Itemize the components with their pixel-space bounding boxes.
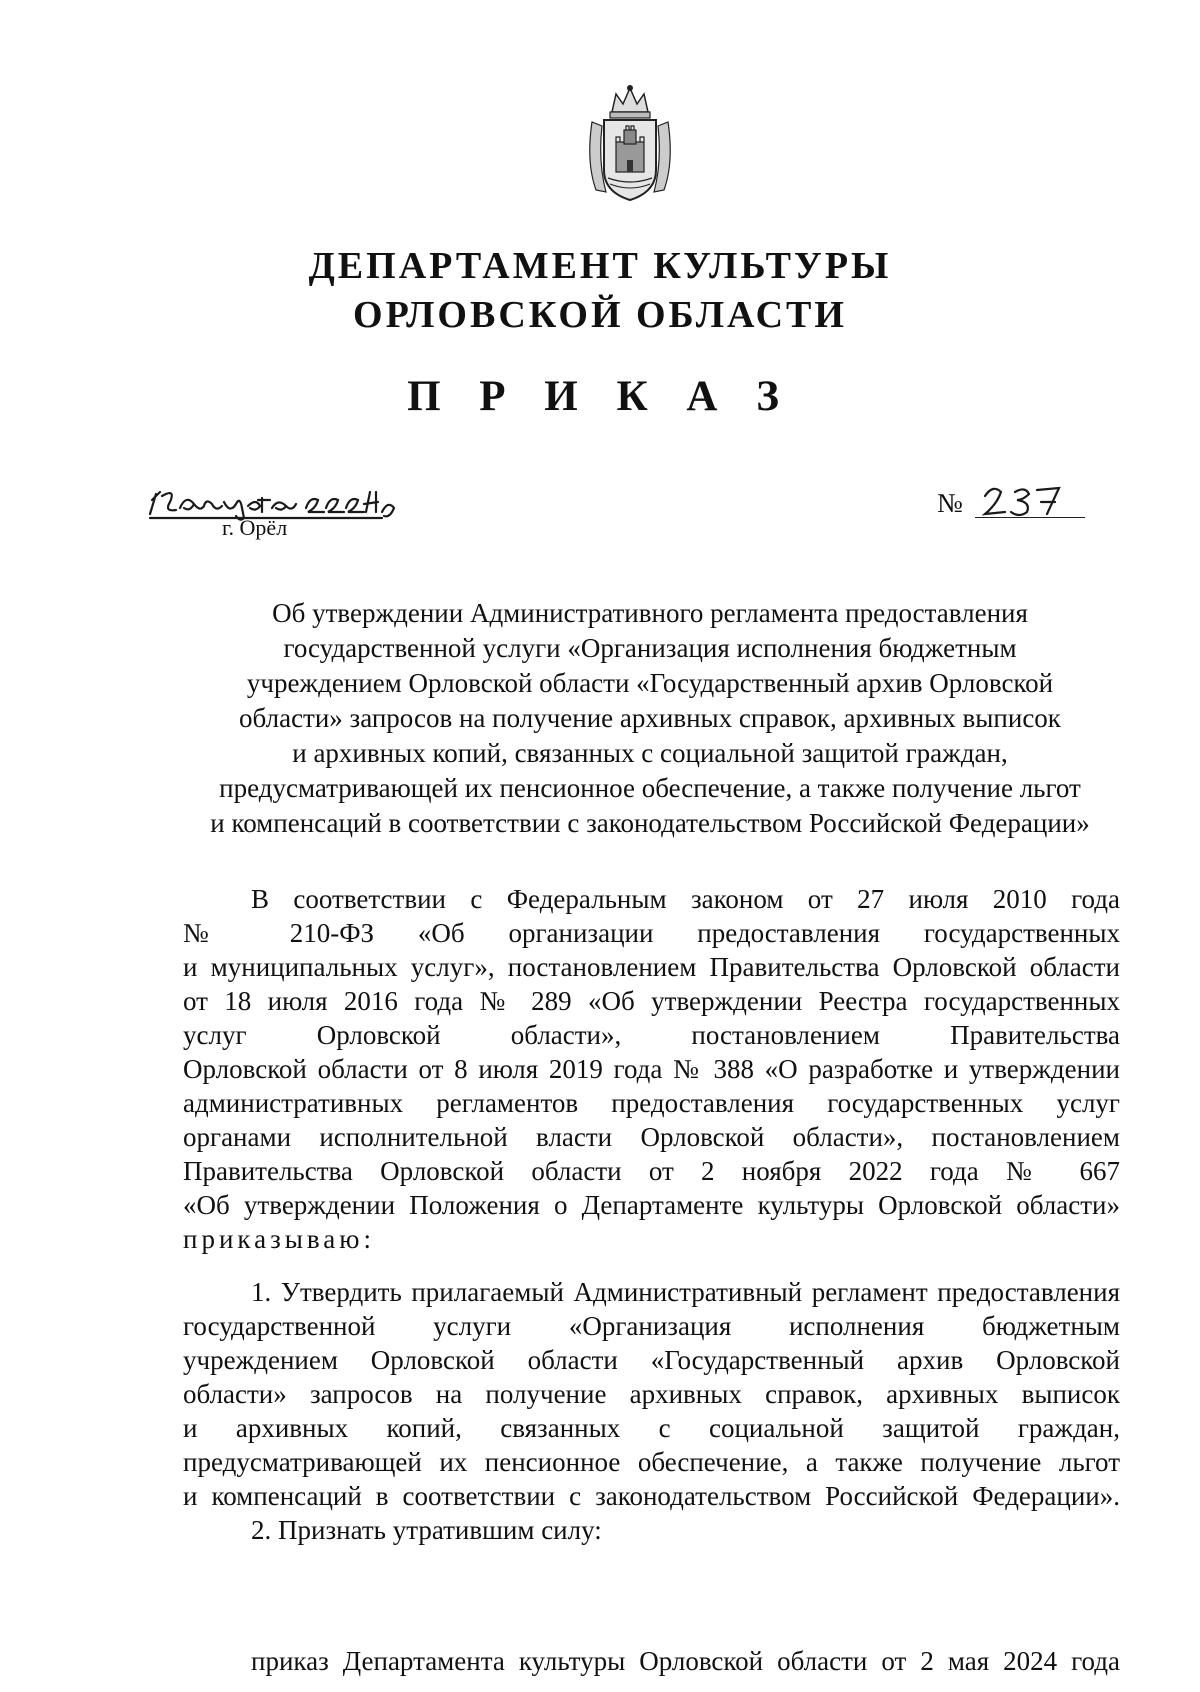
preamble-paragraph xyxy=(183,882,1120,1256)
body-line: и муниципальных услуг», постановлением Правительства Орловской области xyxy=(183,952,1120,982)
number-underline xyxy=(975,517,1085,518)
department-title-line1: ДЕПАРТАМЕНТ КУЛЬТУРЫ xyxy=(308,245,892,287)
item-1-paragraph xyxy=(183,1275,1120,1547)
body-line: от 18 июля 2016 года № 289 «Об утверждении Реестра государственных xyxy=(183,986,1120,1016)
subject-line: предусматривающей их пенсионное обеспечение, а также получение льгот xyxy=(219,773,1081,803)
item-2-paragraph xyxy=(183,1644,1120,1678)
number-label: № xyxy=(937,488,963,518)
body-line: услуг Орловской области», постановлением Правительства xyxy=(183,1020,1120,1050)
subject-line: государственной услуги «Организация исполнения бюджетным xyxy=(283,633,1017,663)
body-line: органами исполнительной власти Орловской области», постановлением xyxy=(183,1122,1120,1152)
order-subject xyxy=(150,596,1150,841)
subject-line: Об утверждении Административного регламента предоставления xyxy=(272,598,1028,628)
subject-line: и компенсаций в соответствии с законодательством Российской Федерации» xyxy=(210,808,1090,838)
handwritten-number xyxy=(975,474,1085,522)
subject-line: области» запросов на получение архивных справок, архивных выписок xyxy=(239,703,1061,733)
body-line: и компенсаций в соответствии с законодательством Российской Федерации». xyxy=(183,1481,1120,1511)
body-line: учреждением Орловской области «Государственный архив Орловской xyxy=(183,1345,1120,1375)
city-label: г. Орёл xyxy=(222,515,288,540)
body-line: 2. Признать утратившим силу: xyxy=(251,1515,602,1545)
body-line: В соответствии с Федеральным законом от 27 июля 2010 года xyxy=(251,884,1120,914)
body-line: «Об утверждении Положения о Департаменте культуры Орловской области» xyxy=(183,1190,1120,1220)
handwritten-date xyxy=(146,478,436,522)
order-verb: приказываю: xyxy=(183,1224,375,1254)
body-line: 1. Утвердить прилагаемый Административный регламент предоставления xyxy=(251,1277,1120,1307)
body-line: № 210-ФЗ «Об организации предоставления государственных xyxy=(183,918,1120,948)
subject-line: учреждением Орловской области «Государственный архив Орловской xyxy=(246,668,1054,698)
body-line: и архивных копий, связанных с социальной защитой граждан, xyxy=(183,1413,1120,1443)
body-line: государственной услуги «Организация исполнения бюджетным xyxy=(183,1311,1120,1341)
body-line: Правительства Орловской области от 2 ноября 2022 года № 667 xyxy=(183,1156,1120,1186)
department-title-line2: ОРЛОВСКОЙ ОБЛАСТИ xyxy=(353,294,847,336)
body-line: предусматривающей их пенсионное обеспечение, а также получение льгот xyxy=(183,1447,1120,1477)
subject-line: и архивных копий, связанных с социальной защитой граждан, xyxy=(292,738,1008,768)
body-line: Орловской области от 8 июля 2019 года № 388 «О разработке и утверждении xyxy=(183,1054,1120,1084)
body-line: административных регламентов предоставления государственных услуг xyxy=(183,1088,1120,1118)
document-type-title: П Р И К А З xyxy=(407,373,793,420)
body-line: области» запросов на получение архивных справок, архивных выписок xyxy=(183,1379,1120,1409)
body-line: приказ Департамента культуры Орловской области от 2 мая 2024 года xyxy=(251,1646,1120,1676)
coat-of-arms-icon xyxy=(582,82,678,204)
